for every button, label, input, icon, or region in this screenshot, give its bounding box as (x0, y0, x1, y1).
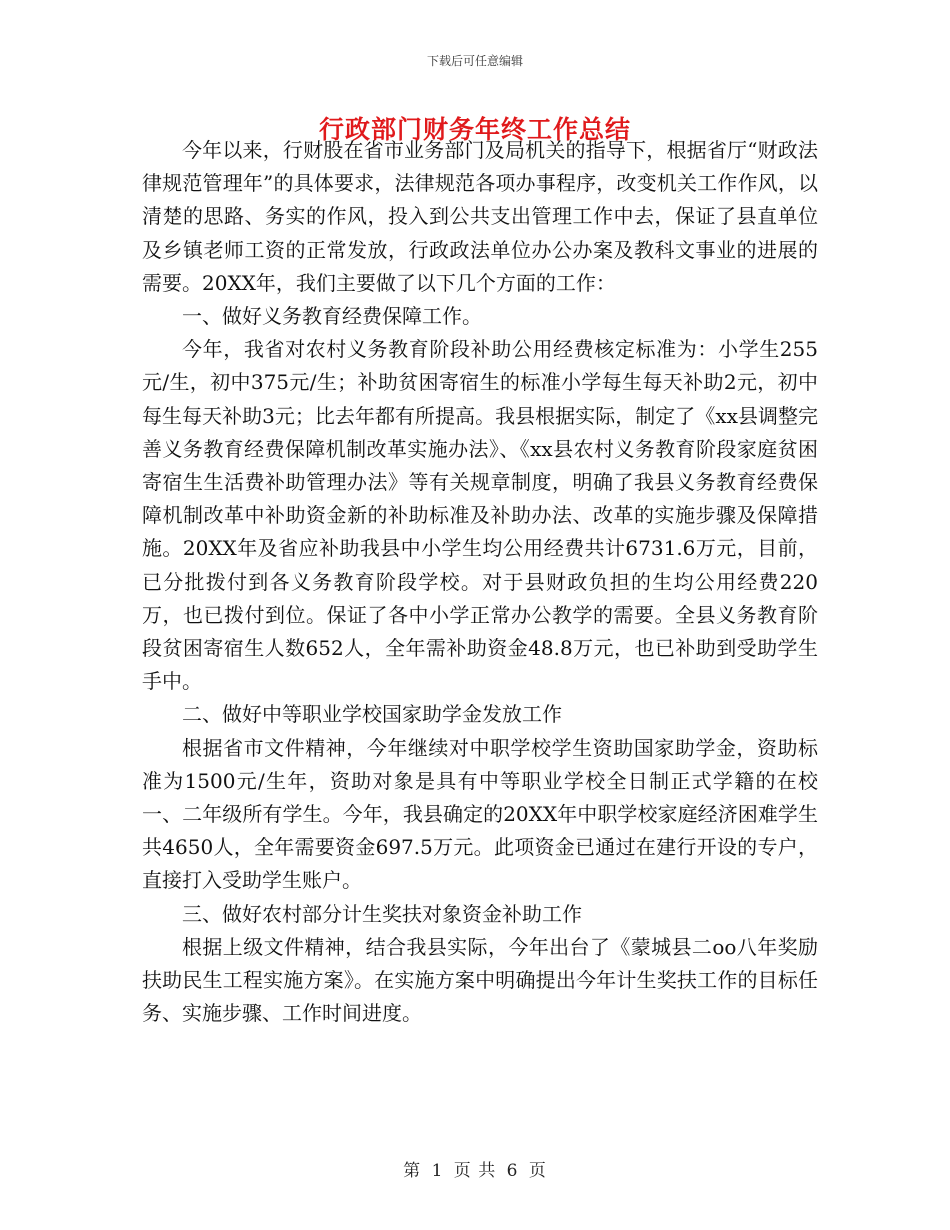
document-title: 行政部门财务年终工作总结 (318, 115, 631, 144)
footer-mid: 页 共 (453, 1161, 497, 1181)
paragraph-section-1: 今年，我省对农村义务教育阶段补助公用经费核定标准为：小学生255元/生，初中375元/生；补助贫困寄宿生的标准小学每生每天补助2元，初中每生每天补助3元；比去年都有所提高。我县根据实际，制定了《xx县调整完善义务教育经费保障机制改革实施办法》、《xx县农村义务教育阶段家庭贫困寄宿生生活费补助管理办法》等有关规章制度，明确了我县义务教育经费保障机制改革中补助资金新的补助标准及补助办法、改革的实施步骤及保障措施。20XX年及省应补助我县中小学生均公用经费共计6731.6万元，目前，已分批拨付到各义务教育阶段学校。对于县财政负担的生均公用经费220万，也已拨付到位。保证了各中小学正常办公教学的需要。全县义务教育阶段贫困寄宿生人数652人，全年需补助资金48.8万元，也已补助到受助学生手中。 (142, 337, 818, 694)
section-heading-2: 二、做好中等职业学校国家助学金发放工作 (182, 702, 562, 727)
page-footer (0, 1156, 950, 1181)
section-heading-3: 三、做好农村部分计生奖扶对象资金补助工作 (182, 901, 582, 926)
section-heading-1: 一、做好义务教育经费保障工作。 (182, 304, 482, 329)
paragraph-section-3: 根据上级文件精神，结合我县实际，今年出台了《蒙城县二oo八年奖励扶助民生工程实施方案》。在实施方案中明确提出今年计生奖扶工作的目标任务、实施步骤、工作时间进度。 (142, 934, 818, 1026)
footer-page-number: 1 (431, 1161, 444, 1181)
footer-suffix: 页 (528, 1161, 547, 1181)
page-header-note: 下载后可任意编辑 (426, 54, 523, 68)
footer-prefix: 第 (403, 1161, 422, 1181)
paragraph-section-2: 根据省市文件精神，今年继续对中职学校学生资助国家助学金，资助标准为1500元/生年，资助对象是具有中等职业学校全日制正式学籍的在校一、二年级所有学生。今年，我县确定的20XX年中职学校家庭经济困难学生共4650人，全年需要资金697.5万元。此项资金已通过在建行开设的专户，直接打入受助学生账户。 (142, 735, 818, 893)
paragraph-intro: 今年以来，行财股在省市业务部门及局机关的指导下，根据省厅“财政法律规范管理年”的具体要求，法律规范各项办事程序，改变机关工作作风，以清楚的思路、务实的作风，投入到公共支出管理工作中去，保证了县直单位及乡镇老师工资的正常发放，行政政法单位办公办案及教科文事业的进展的需要。20XX年，我们主要做了以下几个方面的工作： (142, 138, 818, 295)
document-body (142, 134, 818, 1030)
footer-total-pages: 6 (506, 1161, 519, 1181)
